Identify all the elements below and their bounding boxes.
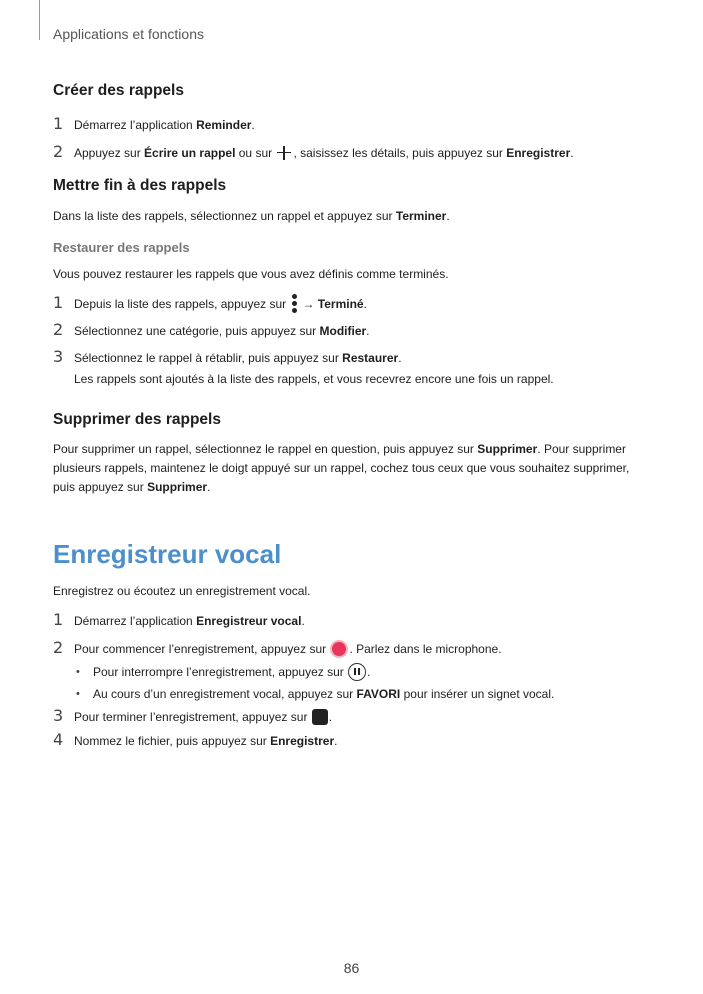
step-number: 2 bbox=[53, 320, 64, 340]
arrow: → bbox=[302, 297, 315, 311]
punct: . bbox=[301, 614, 305, 629]
step-number: 1 bbox=[53, 610, 64, 630]
step-text: Démarrez l’application bbox=[74, 614, 197, 629]
step-number: 3 bbox=[53, 347, 64, 367]
step-number: 2 bbox=[53, 638, 64, 658]
page-number: 86 bbox=[343, 960, 360, 976]
punct: . bbox=[366, 324, 370, 339]
button-label: Écrire un rappel bbox=[144, 146, 236, 160]
more-options-icon bbox=[292, 294, 298, 313]
app-name: Enregistreur vocal bbox=[196, 614, 302, 629]
subsection-title-restore: Restaurer des rappels bbox=[53, 240, 190, 255]
record-icon bbox=[330, 640, 348, 658]
bullet-bookmark bbox=[53, 685, 653, 704]
step-text: Sélectionnez une catégorie, puis appuyez sur bbox=[74, 324, 320, 339]
punct: . bbox=[334, 734, 338, 749]
punct: . bbox=[328, 710, 333, 725]
bullet-dot: • bbox=[76, 666, 80, 679]
button-label: Terminer bbox=[395, 209, 447, 223]
step-text: Depuis la liste des rappels, appuyez sur bbox=[74, 297, 290, 311]
step-create-1 bbox=[53, 116, 653, 135]
step-text: Nommez le fichier, puis appuyez sur bbox=[74, 734, 271, 749]
step-voice-1 bbox=[53, 612, 653, 631]
page-content bbox=[53, 82, 653, 751]
button-label: Supprimer bbox=[477, 442, 538, 457]
punct: . bbox=[363, 297, 367, 311]
bullet-text: Pour interrompre l’enregistrement, appuyez sur bbox=[93, 665, 348, 680]
step-text: . Parlez dans le microphone. bbox=[349, 642, 502, 657]
step-voice-3 bbox=[53, 708, 653, 727]
bullet-dot: • bbox=[76, 688, 80, 701]
step-number: 4 bbox=[53, 730, 64, 750]
step-voice-4 bbox=[53, 732, 653, 751]
punct: . bbox=[570, 146, 574, 160]
paragraph bbox=[53, 440, 653, 497]
step-restore-1 bbox=[53, 295, 653, 314]
paragraph bbox=[53, 207, 653, 226]
punct: . bbox=[446, 209, 450, 223]
step-voice-2 bbox=[53, 640, 653, 659]
step-text: , saisissez les détails, puis appuyez sur bbox=[293, 146, 507, 160]
section-title-delete-reminders: Supprimer des rappels bbox=[53, 411, 221, 429]
app-name: Reminder bbox=[196, 118, 252, 132]
para-text: Dans la liste des rappels, sélectionnez un rappel et appuyez sur bbox=[53, 209, 396, 223]
step-number: 3 bbox=[53, 706, 64, 726]
punct: . bbox=[207, 480, 211, 495]
paragraph: Vous pouvez restaurer les rappels que vous avez définis comme terminés. bbox=[53, 267, 449, 281]
para-text: . Pour supprimer plusieurs rappels, maintenez le doigt appuyé sur un rappel, cochez tous ceux que vous souhaitez supprimer, puis appuyez sur bbox=[53, 442, 630, 495]
page-header: Applications et fonctions bbox=[53, 26, 204, 42]
step-text: Pour commencer l’enregistrement, appuyez sur bbox=[74, 642, 330, 657]
step-restore-2 bbox=[53, 322, 653, 341]
chapter-title-voice-recorder: Enregistreur vocal bbox=[53, 539, 282, 570]
punct: . bbox=[367, 665, 371, 680]
step-note: Les rappels sont ajoutés à la liste des rappels, et vous recevrez encore une fois un rappel. bbox=[74, 372, 554, 387]
header-divider bbox=[39, 0, 40, 40]
paragraph: Enregistrez ou écoutez un enregistrement vocal. bbox=[53, 584, 311, 599]
step-text: ou sur bbox=[235, 146, 276, 160]
para-text: Pour supprimer un rappel, sélectionnez le rappel en question, puis appuyez sur bbox=[53, 442, 478, 457]
step-number: 2 bbox=[53, 142, 64, 161]
bullet-pause bbox=[53, 663, 653, 682]
menu-label: Terminé bbox=[317, 297, 364, 311]
step-create-2 bbox=[53, 144, 653, 163]
plus-icon bbox=[276, 145, 292, 161]
button-label: Supprimer bbox=[147, 480, 208, 495]
button-label: Modifier bbox=[319, 324, 367, 339]
punct: . bbox=[251, 118, 255, 132]
step-restore-3 bbox=[53, 349, 653, 389]
step-text: Appuyez sur bbox=[74, 146, 145, 160]
button-label: Enregistrer bbox=[506, 146, 571, 160]
step-number: 1 bbox=[53, 293, 64, 312]
step-number: 1 bbox=[53, 114, 64, 133]
punct: . bbox=[398, 351, 402, 366]
stop-icon bbox=[312, 709, 328, 725]
bullet-text: Au cours d’un enregistrement vocal, appuyez sur bbox=[93, 687, 357, 702]
button-label: Enregistrer bbox=[270, 734, 335, 749]
step-text: Pour terminer l’enregistrement, appuyez sur bbox=[74, 710, 311, 725]
section-title-end-reminders: Mettre fin à des rappels bbox=[53, 177, 227, 194]
step-text: Sélectionnez le rappel à rétablir, puis appuyez sur bbox=[74, 351, 343, 366]
button-label: Restaurer bbox=[342, 351, 399, 366]
section-title-create-reminders: Créer des rappels bbox=[53, 82, 184, 99]
button-label: FAVORI bbox=[356, 687, 401, 702]
bullet-text: pour insérer un signet vocal. bbox=[400, 687, 555, 702]
step-text: Démarrez l’application bbox=[74, 118, 197, 132]
pause-icon bbox=[348, 663, 366, 681]
